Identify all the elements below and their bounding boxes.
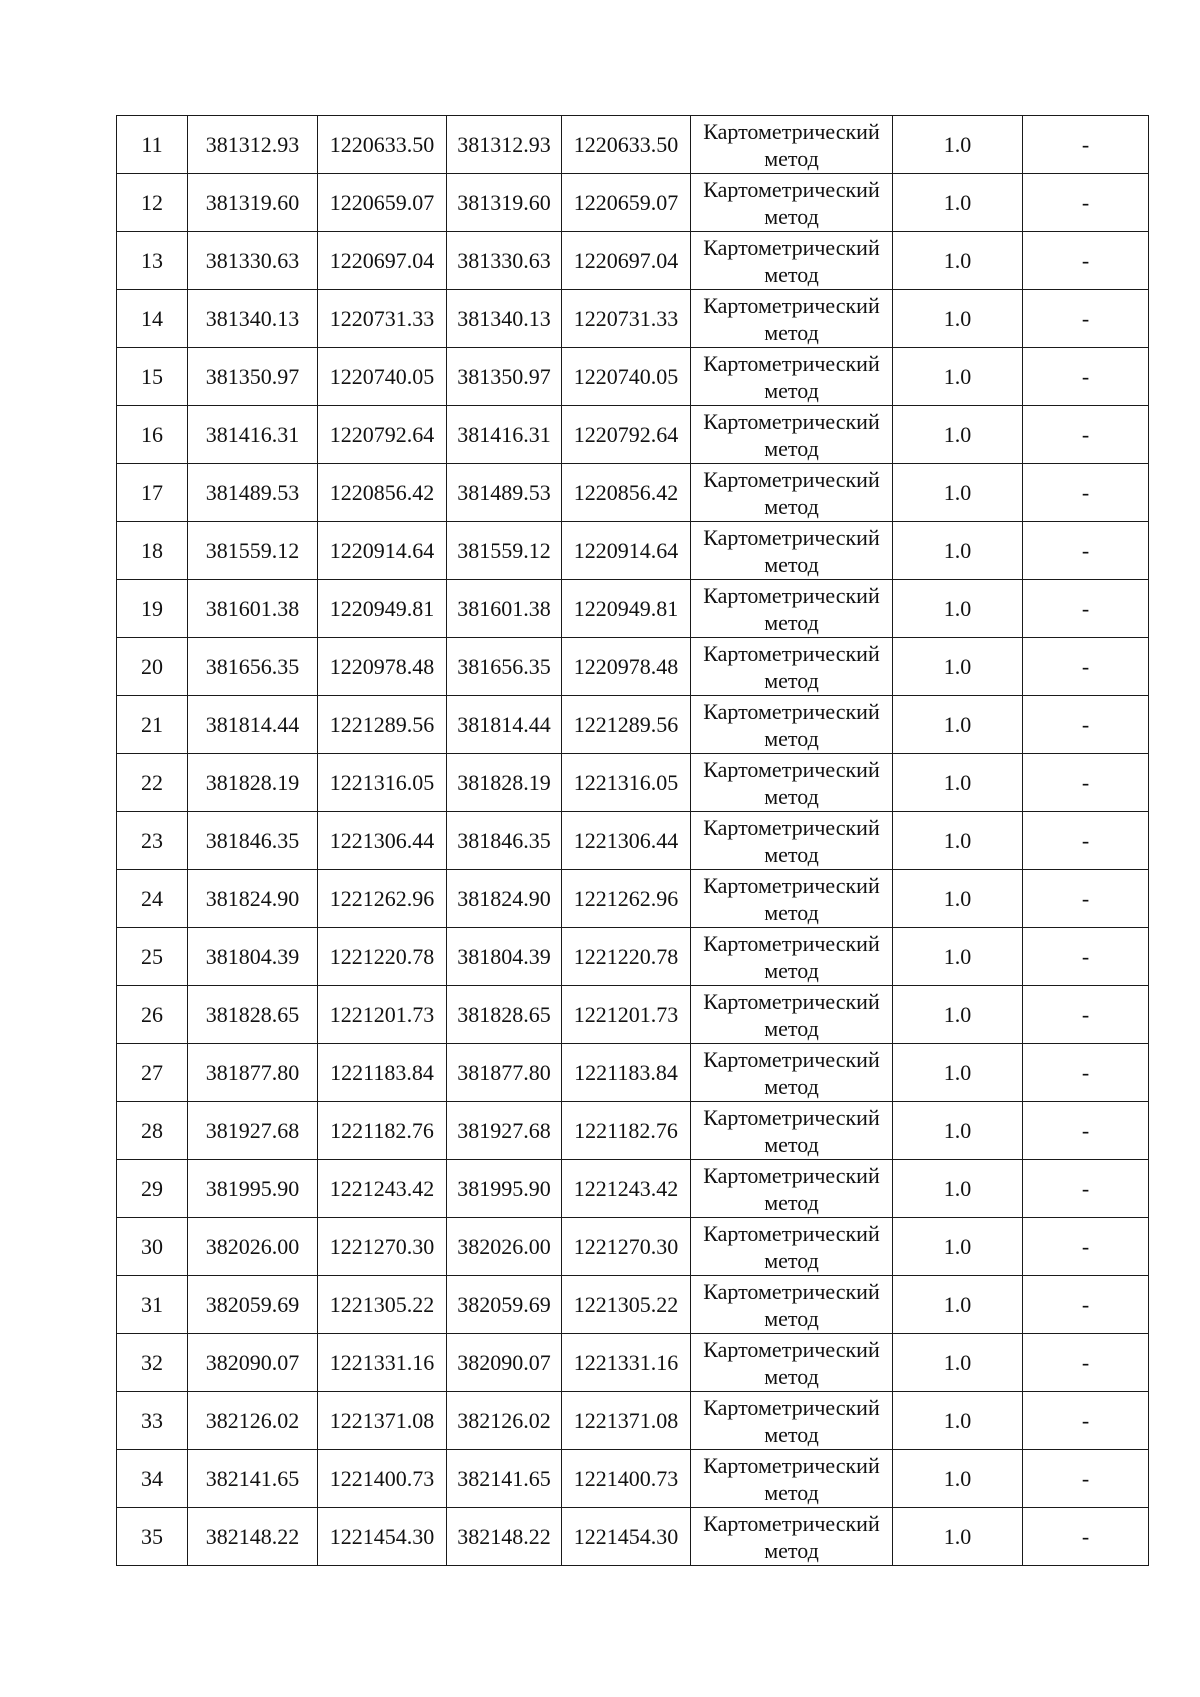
precision-cell: 1.0 (893, 174, 1023, 232)
x-refined-cell: 381824.90 (447, 870, 562, 928)
x-existing-cell: 381601.38 (188, 580, 318, 638)
table-row (117, 290, 1149, 348)
table-row (117, 1334, 1149, 1392)
x-existing-cell: 381927.68 (188, 1102, 318, 1160)
point-number-cell: 35 (117, 1508, 188, 1566)
point-number-cell: 17 (117, 464, 188, 522)
x-refined-cell: 381877.80 (447, 1044, 562, 1102)
method-cell (691, 696, 893, 754)
y-existing-cell: 1221454.30 (318, 1508, 447, 1566)
y-existing-cell: 1220792.64 (318, 406, 447, 464)
precision-cell: 1.0 (893, 1102, 1023, 1160)
method-line-2: метод (764, 1305, 819, 1331)
y-refined-cell: 1220978.48 (562, 638, 691, 696)
x-refined-cell: 382148.22 (447, 1508, 562, 1566)
x-refined-cell: 381350.97 (447, 348, 562, 406)
precision-cell: 1.0 (893, 1334, 1023, 1392)
point-number-cell: 34 (117, 1450, 188, 1508)
point-number-cell: 23 (117, 812, 188, 870)
method-line-2: метод (764, 1015, 819, 1041)
method-cell (691, 1276, 893, 1334)
y-existing-cell: 1221371.08 (318, 1392, 447, 1450)
x-existing-cell: 382126.02 (188, 1392, 318, 1450)
precision-cell: 1.0 (893, 580, 1023, 638)
y-existing-cell: 1221220.78 (318, 928, 447, 986)
method-cell (691, 232, 893, 290)
y-existing-cell: 1221306.44 (318, 812, 447, 870)
x-refined-cell: 381559.12 (447, 522, 562, 580)
y-existing-cell: 1221270.30 (318, 1218, 447, 1276)
precision-cell: 1.0 (893, 290, 1023, 348)
method-line-1: Картометрический (703, 1104, 880, 1130)
precision-cell: 1.0 (893, 870, 1023, 928)
precision-cell: 1.0 (893, 1044, 1023, 1102)
precision-cell: 1.0 (893, 522, 1023, 580)
x-refined-cell: 382141.65 (447, 1450, 562, 1508)
y-existing-cell: 1221316.05 (318, 754, 447, 812)
point-number-cell: 12 (117, 174, 188, 232)
precision-cell: 1.0 (893, 928, 1023, 986)
y-refined-cell: 1220740.05 (562, 348, 691, 406)
precision-cell: 1.0 (893, 696, 1023, 754)
note-cell: - (1023, 174, 1149, 232)
y-existing-cell: 1220914.64 (318, 522, 447, 580)
y-refined-cell: 1220792.64 (562, 406, 691, 464)
precision-cell: 1.0 (893, 638, 1023, 696)
y-refined-cell: 1221182.76 (562, 1102, 691, 1160)
x-refined-cell: 382026.00 (447, 1218, 562, 1276)
table-row (117, 1276, 1149, 1334)
x-refined-cell: 382090.07 (447, 1334, 562, 1392)
note-cell: - (1023, 986, 1149, 1044)
x-existing-cell: 381312.93 (188, 116, 318, 174)
y-existing-cell: 1221400.73 (318, 1450, 447, 1508)
x-refined-cell: 381601.38 (447, 580, 562, 638)
y-refined-cell: 1221400.73 (562, 1450, 691, 1508)
method-line-2: метод (764, 1131, 819, 1157)
method-line-1: Картометрический (703, 466, 880, 492)
method-cell (691, 1044, 893, 1102)
method-line-2: метод (764, 261, 819, 287)
method-line-2: метод (764, 377, 819, 403)
method-cell (691, 1392, 893, 1450)
x-existing-cell: 381828.19 (188, 754, 318, 812)
y-refined-cell: 1220659.07 (562, 174, 691, 232)
x-refined-cell: 381828.65 (447, 986, 562, 1044)
precision-cell: 1.0 (893, 232, 1023, 290)
method-line-1: Картометрический (703, 814, 880, 840)
method-line-2: метод (764, 435, 819, 461)
note-cell: - (1023, 1044, 1149, 1102)
table-row (117, 116, 1149, 174)
x-refined-cell: 381828.19 (447, 754, 562, 812)
y-refined-cell: 1221305.22 (562, 1276, 691, 1334)
method-cell (691, 174, 893, 232)
x-existing-cell: 382090.07 (188, 1334, 318, 1392)
method-line-2: метод (764, 667, 819, 693)
y-refined-cell: 1221454.30 (562, 1508, 691, 1566)
point-number-cell: 26 (117, 986, 188, 1044)
method-line-2: метод (764, 1189, 819, 1215)
point-number-cell: 25 (117, 928, 188, 986)
method-cell (691, 1508, 893, 1566)
x-refined-cell: 381312.93 (447, 116, 562, 174)
y-refined-cell: 1220633.50 (562, 116, 691, 174)
point-number-cell: 18 (117, 522, 188, 580)
x-refined-cell: 381319.60 (447, 174, 562, 232)
note-cell: - (1023, 1102, 1149, 1160)
point-number-cell: 32 (117, 1334, 188, 1392)
method-line-2: метод (764, 319, 819, 345)
note-cell: - (1023, 522, 1149, 580)
table-row (117, 348, 1149, 406)
x-existing-cell: 381656.35 (188, 638, 318, 696)
note-cell: - (1023, 1218, 1149, 1276)
method-line-2: метод (764, 145, 819, 171)
y-refined-cell: 1221371.08 (562, 1392, 691, 1450)
x-existing-cell: 381828.65 (188, 986, 318, 1044)
x-refined-cell: 381656.35 (447, 638, 562, 696)
method-cell (691, 1450, 893, 1508)
x-refined-cell: 381330.63 (447, 232, 562, 290)
method-line-1: Картометрический (703, 930, 880, 956)
method-line-1: Картометрический (703, 350, 880, 376)
x-refined-cell: 382126.02 (447, 1392, 562, 1450)
method-line-2: метод (764, 1537, 819, 1563)
y-existing-cell: 1221243.42 (318, 1160, 447, 1218)
x-existing-cell: 382026.00 (188, 1218, 318, 1276)
point-number-cell: 19 (117, 580, 188, 638)
y-existing-cell: 1221289.56 (318, 696, 447, 754)
point-number-cell: 24 (117, 870, 188, 928)
x-existing-cell: 381340.13 (188, 290, 318, 348)
method-line-2: метод (764, 725, 819, 751)
x-existing-cell: 381350.97 (188, 348, 318, 406)
y-existing-cell: 1220978.48 (318, 638, 447, 696)
note-cell: - (1023, 928, 1149, 986)
point-number-cell: 31 (117, 1276, 188, 1334)
table-row (117, 464, 1149, 522)
method-line-2: метод (764, 493, 819, 519)
y-refined-cell: 1221316.05 (562, 754, 691, 812)
table-row (117, 696, 1149, 754)
precision-cell: 1.0 (893, 812, 1023, 870)
y-existing-cell: 1221331.16 (318, 1334, 447, 1392)
table-row (117, 1392, 1149, 1450)
x-refined-cell: 381804.39 (447, 928, 562, 986)
method-line-1: Картометрический (703, 118, 880, 144)
note-cell: - (1023, 696, 1149, 754)
method-line-1: Картометрический (703, 408, 880, 434)
method-cell (691, 1160, 893, 1218)
method-line-2: метод (764, 1479, 819, 1505)
note-cell: - (1023, 870, 1149, 928)
y-refined-cell: 1221183.84 (562, 1044, 691, 1102)
table-row (117, 1102, 1149, 1160)
x-existing-cell: 381846.35 (188, 812, 318, 870)
note-cell: - (1023, 290, 1149, 348)
note-cell: - (1023, 116, 1149, 174)
y-refined-cell: 1220731.33 (562, 290, 691, 348)
x-existing-cell: 382059.69 (188, 1276, 318, 1334)
table-row (117, 928, 1149, 986)
note-cell: - (1023, 1160, 1149, 1218)
table-row (117, 1044, 1149, 1102)
method-cell (691, 290, 893, 348)
y-existing-cell: 1221182.76 (318, 1102, 447, 1160)
table-row (117, 522, 1149, 580)
note-cell: - (1023, 1508, 1149, 1566)
coordinates-table (116, 115, 1149, 1566)
precision-cell: 1.0 (893, 1218, 1023, 1276)
y-refined-cell: 1221201.73 (562, 986, 691, 1044)
table-row (117, 986, 1149, 1044)
point-number-cell: 29 (117, 1160, 188, 1218)
y-refined-cell: 1220697.04 (562, 232, 691, 290)
y-existing-cell: 1221201.73 (318, 986, 447, 1044)
x-existing-cell: 381877.80 (188, 1044, 318, 1102)
method-line-1: Картометрический (703, 582, 880, 608)
method-cell (691, 870, 893, 928)
method-line-1: Картометрический (703, 1220, 880, 1246)
point-number-cell: 28 (117, 1102, 188, 1160)
precision-cell: 1.0 (893, 348, 1023, 406)
method-line-1: Картометрический (703, 1510, 880, 1536)
table-row (117, 1218, 1149, 1276)
y-refined-cell: 1220914.64 (562, 522, 691, 580)
x-existing-cell: 382148.22 (188, 1508, 318, 1566)
x-refined-cell: 381489.53 (447, 464, 562, 522)
x-existing-cell: 381804.39 (188, 928, 318, 986)
method-line-1: Картометрический (703, 988, 880, 1014)
method-line-1: Картометрический (703, 292, 880, 318)
x-existing-cell: 381319.60 (188, 174, 318, 232)
precision-cell: 1.0 (893, 1160, 1023, 1218)
y-existing-cell: 1220949.81 (318, 580, 447, 638)
note-cell: - (1023, 464, 1149, 522)
method-cell (691, 1334, 893, 1392)
method-line-2: метод (764, 841, 819, 867)
y-existing-cell: 1221262.96 (318, 870, 447, 928)
x-refined-cell: 381846.35 (447, 812, 562, 870)
y-existing-cell: 1221183.84 (318, 1044, 447, 1102)
table-row (117, 870, 1149, 928)
x-existing-cell: 381559.12 (188, 522, 318, 580)
method-cell (691, 986, 893, 1044)
method-line-2: метод (764, 609, 819, 635)
table-row (117, 812, 1149, 870)
method-cell (691, 638, 893, 696)
method-line-1: Картометрический (703, 1336, 880, 1362)
table-body (117, 116, 1149, 1566)
point-number-cell: 22 (117, 754, 188, 812)
x-existing-cell: 381416.31 (188, 406, 318, 464)
method-cell (691, 348, 893, 406)
point-number-cell: 20 (117, 638, 188, 696)
y-existing-cell: 1221305.22 (318, 1276, 447, 1334)
y-refined-cell: 1221289.56 (562, 696, 691, 754)
point-number-cell: 21 (117, 696, 188, 754)
method-line-2: метод (764, 957, 819, 983)
table-row (117, 406, 1149, 464)
method-line-2: метод (764, 1073, 819, 1099)
method-line-1: Картометрический (703, 234, 880, 260)
point-number-cell: 11 (117, 116, 188, 174)
x-refined-cell: 382059.69 (447, 1276, 562, 1334)
x-existing-cell: 381824.90 (188, 870, 318, 928)
table-row (117, 1508, 1149, 1566)
precision-cell: 1.0 (893, 754, 1023, 812)
note-cell: - (1023, 1450, 1149, 1508)
precision-cell: 1.0 (893, 116, 1023, 174)
method-line-1: Картометрический (703, 698, 880, 724)
x-refined-cell: 381814.44 (447, 696, 562, 754)
method-line-2: метод (764, 551, 819, 577)
note-cell: - (1023, 232, 1149, 290)
method-line-1: Картометрический (703, 640, 880, 666)
method-line-1: Картометрический (703, 176, 880, 202)
method-line-1: Картометрический (703, 1046, 880, 1072)
precision-cell: 1.0 (893, 986, 1023, 1044)
x-refined-cell: 381340.13 (447, 290, 562, 348)
x-existing-cell: 382141.65 (188, 1450, 318, 1508)
precision-cell: 1.0 (893, 1508, 1023, 1566)
y-existing-cell: 1220659.07 (318, 174, 447, 232)
method-cell (691, 116, 893, 174)
point-number-cell: 16 (117, 406, 188, 464)
table-row (117, 1450, 1149, 1508)
table-row (117, 1160, 1149, 1218)
precision-cell: 1.0 (893, 406, 1023, 464)
method-line-1: Картометрический (703, 1394, 880, 1420)
method-line-1: Картометрический (703, 1452, 880, 1478)
point-number-cell: 14 (117, 290, 188, 348)
point-number-cell: 33 (117, 1392, 188, 1450)
y-refined-cell: 1220949.81 (562, 580, 691, 638)
note-cell: - (1023, 580, 1149, 638)
method-line-2: метод (764, 203, 819, 229)
precision-cell: 1.0 (893, 1276, 1023, 1334)
point-number-cell: 15 (117, 348, 188, 406)
table-row (117, 638, 1149, 696)
method-line-2: метод (764, 899, 819, 925)
y-existing-cell: 1220697.04 (318, 232, 447, 290)
table-row (117, 174, 1149, 232)
table-row (117, 754, 1149, 812)
note-cell: - (1023, 754, 1149, 812)
method-line-2: метод (764, 783, 819, 809)
method-cell (691, 406, 893, 464)
y-existing-cell: 1220856.42 (318, 464, 447, 522)
x-existing-cell: 381995.90 (188, 1160, 318, 1218)
note-cell: - (1023, 812, 1149, 870)
y-refined-cell: 1221243.42 (562, 1160, 691, 1218)
point-number-cell: 30 (117, 1218, 188, 1276)
note-cell: - (1023, 348, 1149, 406)
method-line-2: метод (764, 1247, 819, 1273)
point-number-cell: 13 (117, 232, 188, 290)
x-existing-cell: 381330.63 (188, 232, 318, 290)
y-existing-cell: 1220740.05 (318, 348, 447, 406)
method-cell (691, 928, 893, 986)
method-cell (691, 812, 893, 870)
note-cell: - (1023, 1334, 1149, 1392)
method-cell (691, 464, 893, 522)
method-cell (691, 522, 893, 580)
precision-cell: 1.0 (893, 1450, 1023, 1508)
precision-cell: 1.0 (893, 464, 1023, 522)
note-cell: - (1023, 638, 1149, 696)
y-refined-cell: 1221306.44 (562, 812, 691, 870)
y-refined-cell: 1221270.30 (562, 1218, 691, 1276)
y-existing-cell: 1220731.33 (318, 290, 447, 348)
table-row (117, 580, 1149, 638)
note-cell: - (1023, 1276, 1149, 1334)
method-cell (691, 1102, 893, 1160)
point-number-cell: 27 (117, 1044, 188, 1102)
method-line-1: Картометрический (703, 756, 880, 782)
method-cell (691, 1218, 893, 1276)
method-line-2: метод (764, 1421, 819, 1447)
method-cell (691, 754, 893, 812)
method-line-1: Картометрический (703, 524, 880, 550)
x-refined-cell: 381927.68 (447, 1102, 562, 1160)
note-cell: - (1023, 1392, 1149, 1450)
precision-cell: 1.0 (893, 1392, 1023, 1450)
method-line-1: Картометрический (703, 1278, 880, 1304)
note-cell: - (1023, 406, 1149, 464)
table-row (117, 232, 1149, 290)
method-cell (691, 580, 893, 638)
y-existing-cell: 1220633.50 (318, 116, 447, 174)
x-refined-cell: 381995.90 (447, 1160, 562, 1218)
x-refined-cell: 381416.31 (447, 406, 562, 464)
method-line-1: Картометрический (703, 872, 880, 898)
y-refined-cell: 1221262.96 (562, 870, 691, 928)
x-existing-cell: 381489.53 (188, 464, 318, 522)
x-existing-cell: 381814.44 (188, 696, 318, 754)
y-refined-cell: 1221331.16 (562, 1334, 691, 1392)
y-refined-cell: 1220856.42 (562, 464, 691, 522)
method-line-1: Картометрический (703, 1162, 880, 1188)
y-refined-cell: 1221220.78 (562, 928, 691, 986)
method-line-2: метод (764, 1363, 819, 1389)
